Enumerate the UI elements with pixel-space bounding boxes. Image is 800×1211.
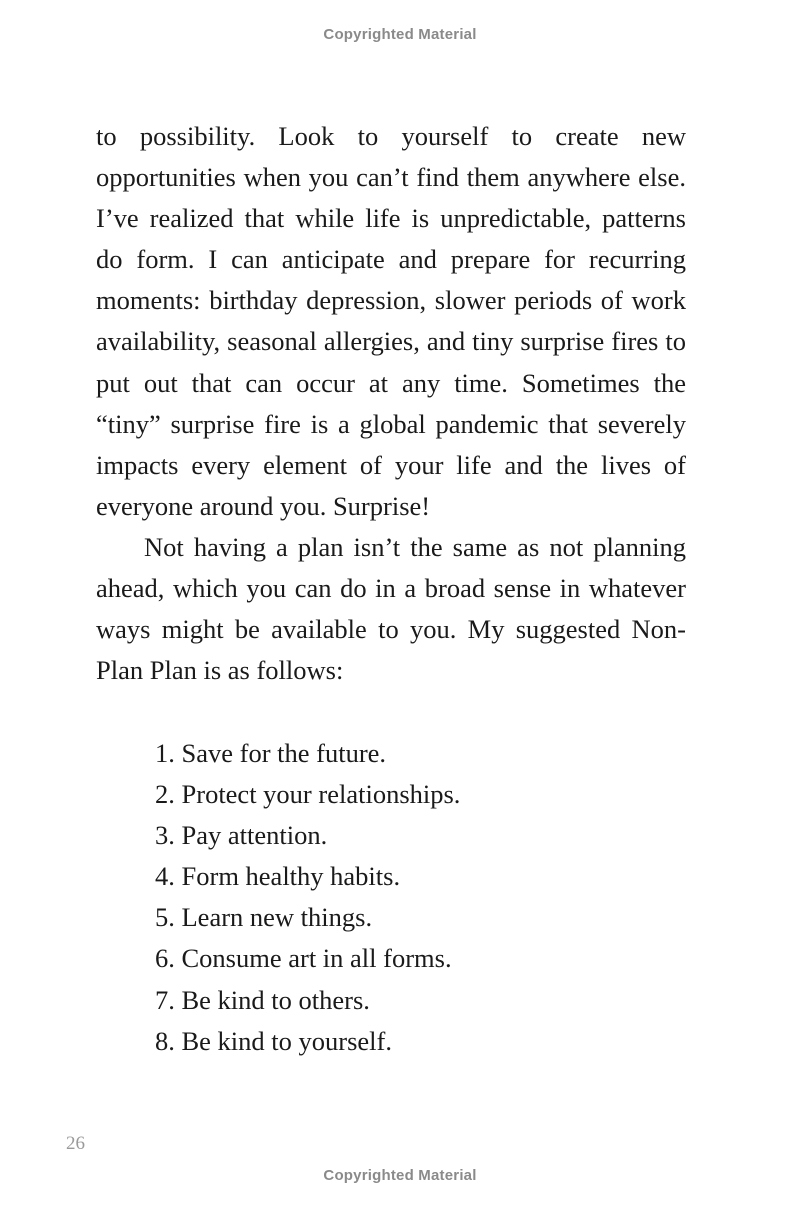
non-plan-plan-list — [155, 733, 460, 1062]
list-item: 4. Form healthy habits. — [155, 861, 401, 892]
list-item: 2. Protect your relationships. — [155, 779, 461, 810]
list-item: 3. Pay attention. — [155, 820, 328, 851]
copyright-watermark-bottom: Copyrighted Material — [323, 1167, 477, 1184]
paragraph-continued: to possibility. Look to yourself to create new opportunities when you can’t find them anywhere else. I’ve realized that while life is unpredictable, patterns do form. I can anticipate and prepare for recurring moments: birthday depression, slower periods of work availability, seasonal allergies, and tiny surprise fires to put out that can occur at any time. Sometimes the “tiny” surprise fire is a global pandemic that severely impacts every element of your life and the lives of everyone around you. Surprise! — [96, 121, 686, 521]
list-item: 5. Learn new things. — [155, 902, 373, 933]
paragraph-non-plan: Not having a plan isn’t the same as not planning ahead, which you can do in a broad sense in whatever ways might be available to you. My suggested Non-Plan Plan is as follows: — [96, 531, 686, 686]
body-text — [96, 116, 686, 691]
list-item: 6. Consume art in all forms. — [155, 943, 452, 974]
page-number: 26 — [66, 1133, 85, 1154]
copyright-watermark-top: Copyrighted Material — [323, 26, 477, 43]
list-item: 7. Be kind to others. — [155, 984, 370, 1015]
list-item: 1. Save for the future. — [155, 738, 387, 768]
list-item: 8. Be kind to yourself. — [155, 1025, 392, 1056]
